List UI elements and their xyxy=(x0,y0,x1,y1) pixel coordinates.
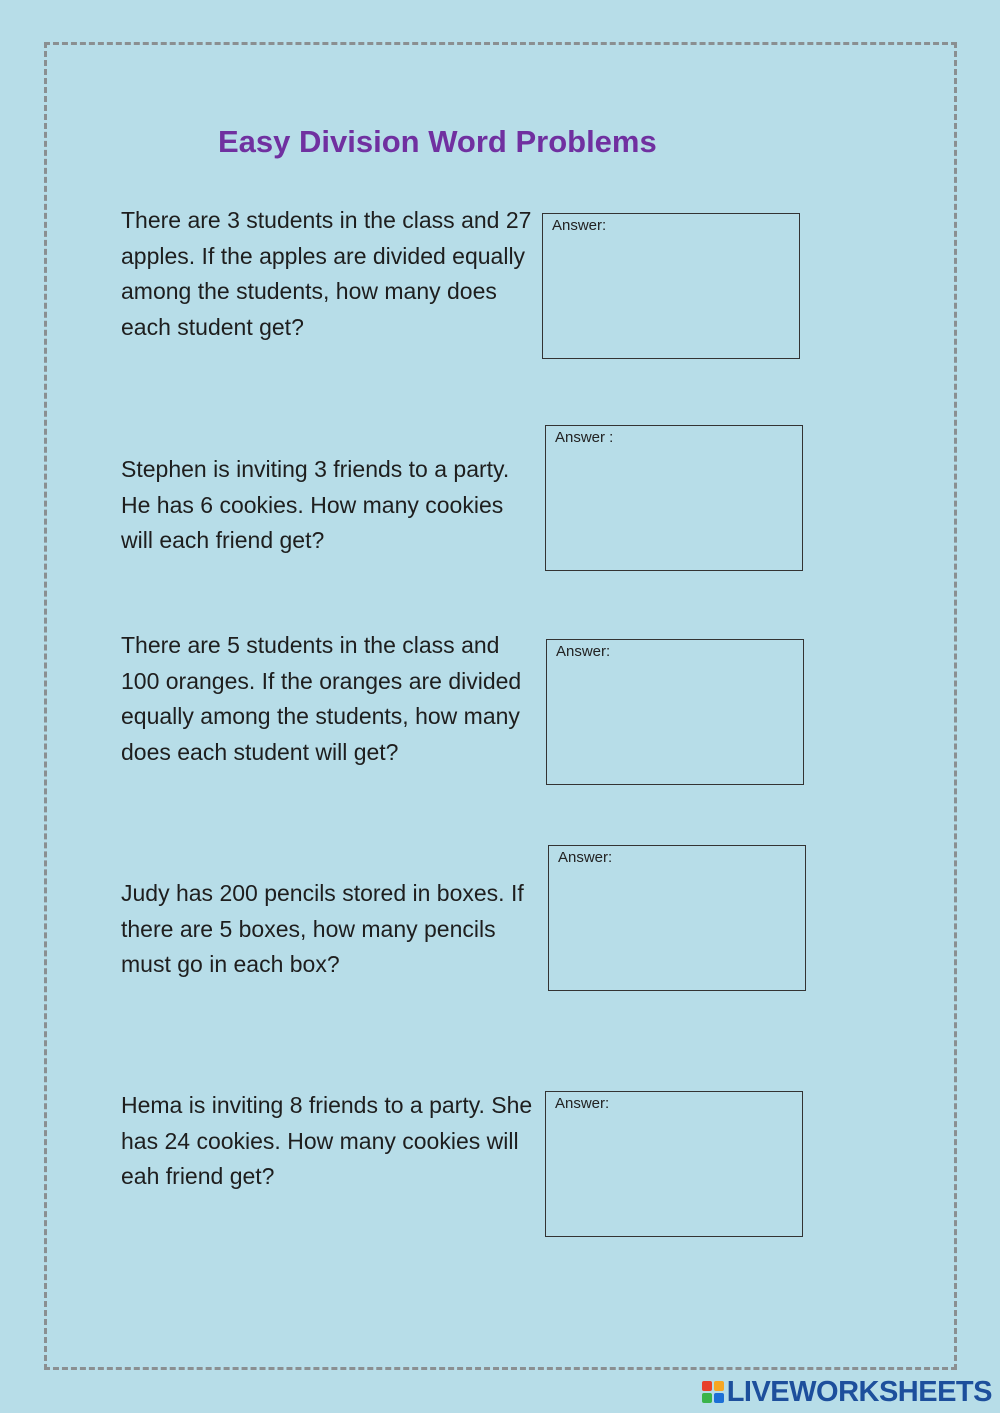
logo-square-4 xyxy=(714,1393,724,1403)
answer-box-4[interactable] xyxy=(548,845,806,991)
logo-square-3 xyxy=(702,1393,712,1403)
answer-label-5: Answer: xyxy=(555,1095,610,1112)
question-2-text: Stephen is inviting 3 friends to a party. He has 6 cookies. How many cookies will each friend get? xyxy=(121,456,510,553)
answer-label-4: Answer: xyxy=(558,849,613,866)
answer-label-1: Answer: xyxy=(552,217,607,234)
answer-label-3: Answer: xyxy=(556,643,611,660)
question-1-text: There are 3 students in the class and 27 apples. If the apples are divided equally among the students, how many does each student get? xyxy=(121,207,532,340)
logo-square-2 xyxy=(714,1381,724,1391)
logo-grid-icon xyxy=(702,1381,724,1403)
worksheet-title: Easy Division Word Problems xyxy=(218,124,657,159)
question-3-text: There are 5 students in the class and 100 oranges. If the oranges are divided equally among the students, how many does each student will get? xyxy=(121,632,522,765)
answer-box-2[interactable] xyxy=(545,425,803,571)
answer-box-3[interactable] xyxy=(546,639,804,785)
question-5-text: Hema is inviting 8 friends to a party. She has 24 cookies. How many cookies will eah friend get? xyxy=(121,1092,533,1189)
answer-box-5[interactable] xyxy=(545,1091,803,1237)
answer-box-1[interactable] xyxy=(542,213,800,359)
logo-square-1 xyxy=(702,1381,712,1391)
answer-label-2: Answer : xyxy=(555,429,614,446)
question-4-text: Judy has 200 pencils stored in boxes. If there are 5 boxes, how many pencils must go in each box? xyxy=(121,880,524,977)
logo-text: LIVEWORKSHEETS xyxy=(726,1375,992,1408)
liveworksheets-logo[interactable] xyxy=(702,1377,992,1407)
